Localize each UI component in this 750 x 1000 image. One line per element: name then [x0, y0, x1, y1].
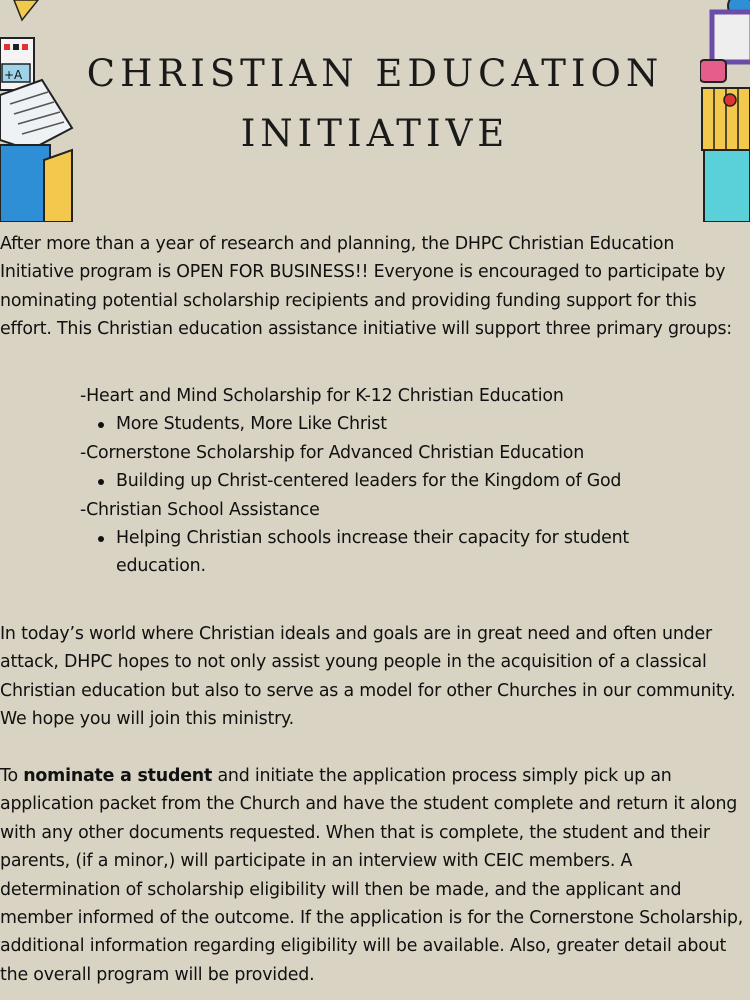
program-list	[80, 382, 720, 581]
nomination-paragraph	[0, 762, 750, 989]
page-title-line-2: INITIATIVE	[240, 112, 510, 155]
nomination-details: and initiate the application process simply pick up an application packet from the Church and have the student complete and return it along with any other documents requested. When that is complete, the student and their parents, (if a minor,) will participate in an interview with CEIC members. A determination of scholarship eligibility will then be made, and the applicant and member informed of the outcome. If the application is for the Cornerstone Scholarship, additional information regarding eligibility will be available. Also, greater detail about the overall program will be provided.	[0, 766, 744, 985]
program-tagline: Building up Christ-centered leaders for the Kingdom of God	[80, 467, 720, 495]
school-supplies-right-illustration	[700, 0, 750, 222]
program-cornerstone: -Cornerstone Scholarship for Advanced Christian Education	[80, 442, 585, 463]
page-title-line-1: CHRISTIAN EDUCATION	[86, 52, 664, 95]
nominate-student-emphasis: nominate a student	[23, 766, 213, 786]
intro-paragraph: After more than a year of research and planning, the DHPC Christian Education Initiative program is OPEN FOR BUSINESS!! Everyone is encouraged to participate by nominating potential scholarship recipients and providing funding support for this effort. This Christian education assistance initiative will support three primary groups:	[0, 234, 732, 340]
program-tagline: Helping Christian schools increase their capacity for student education.	[80, 524, 720, 581]
program-tagline: More Students, More Like Christ	[80, 410, 720, 438]
program-school-assistance: -Christian School Assistance	[80, 499, 320, 520]
nomination-lead: To	[0, 766, 18, 786]
svg-text:+A: +A	[4, 68, 23, 82]
mission-paragraph: In today’s world where Christian ideals and goals are in great need and often under attack, DHPC hopes to not only assist young people in the acquisition of a classical Christian education but also to serve as a model for other Churches in our community. We hope you will join this ministry.	[0, 624, 736, 730]
program-heart-and-mind: -Heart and Mind Scholarship for K-12 Christian Education	[80, 386, 564, 406]
school-supplies-left-illustration	[0, 0, 80, 222]
